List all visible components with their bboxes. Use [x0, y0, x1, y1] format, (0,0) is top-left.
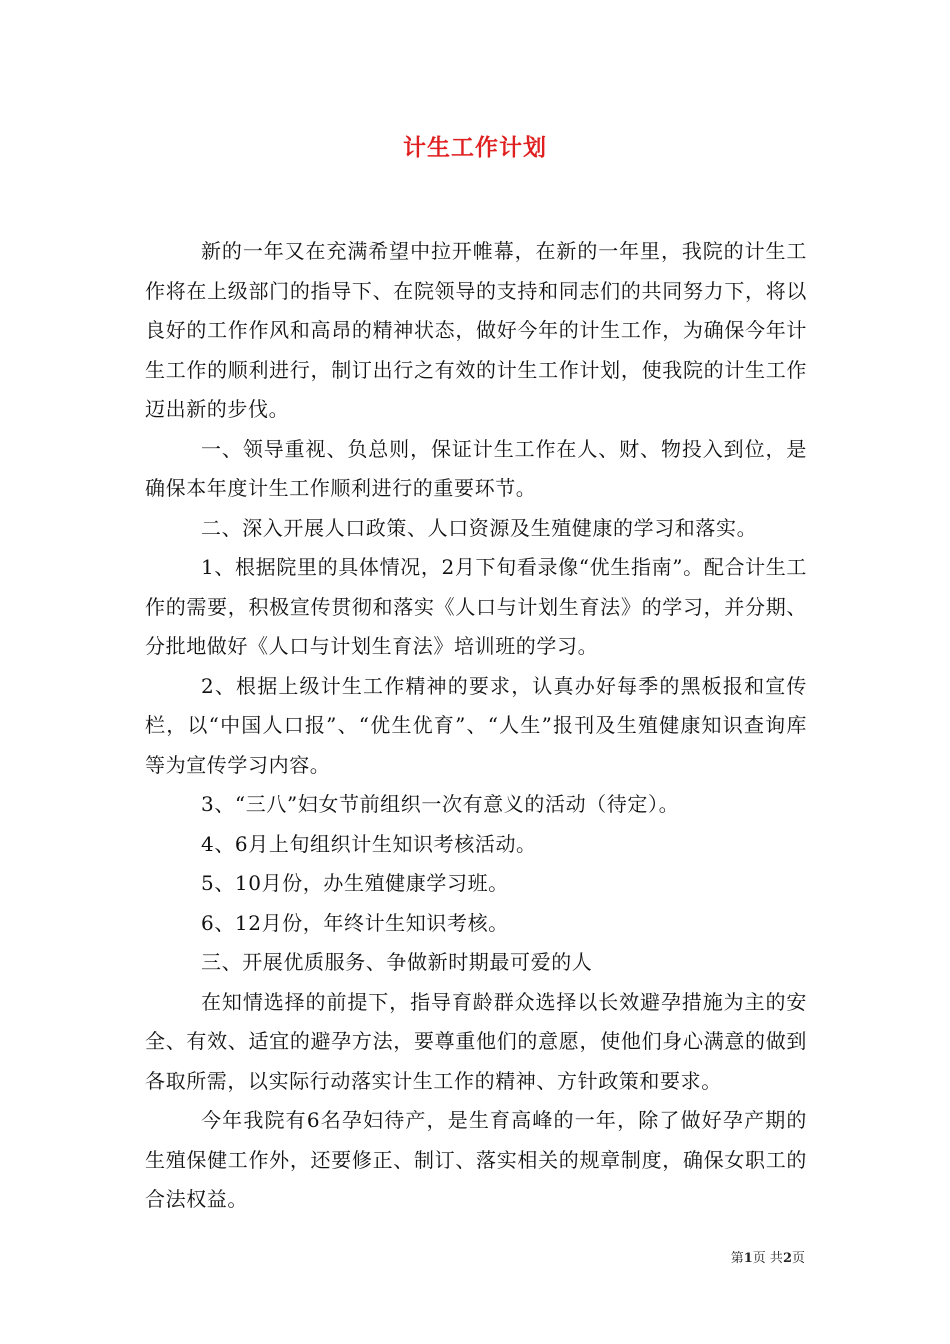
total-pages-number: 2	[782, 1251, 792, 1266]
document-title: 计生工作计划	[403, 134, 547, 161]
paragraph-item-4: 4、6月上旬组织计生知识考核活动。	[201, 831, 537, 856]
paragraph-item-3: 3、“三八”妇女节前组织一次有意义的活动（待定）。	[201, 792, 680, 816]
paragraph-maternity: 今年我院有6名孕妇待产，是生育高峰的一年，除了做好孕产期的生殖保健工作外，还要修正、制订、落实相关的规章制度，确保女职工的合法权益。	[145, 1108, 807, 1211]
paragraph-intro: 新的一年又在充满希望中拉开帷幕，在新的一年里，我院的计生工作将在上级部门的指导下、在院领导的支持和同志们的共同努力下，将以良好的工作作风和高昂的精神状态，做好今年的计生工作，为确保今年计生工作的顺利进行，制订出行之有效的计生工作计划，使我院的计生工作迈出新的步伐。	[145, 239, 807, 421]
paragraph-service: 在知情选择的前提下，指导育龄群众选择以长效避孕措施为主的安全、有效、适宜的避孕方法，要尊重他们的意愿，使他们身心满意的做到各取所需，以实际行动落实计生工作的精神、方针政策和要求。	[145, 989, 807, 1093]
document-body	[145, 232, 807, 1220]
paragraph-item-5: 5、10月份，办生殖健康学习班。	[201, 871, 509, 895]
paragraph-item-2: 2、根据上级计生工作精神的要求，认真办好每季的黑板报和宣传栏，以“中国人口报”、“优生优育”、“人生”报刊及生殖健康知识查询库等为宣传学习内容。	[145, 673, 807, 777]
footer-suffix: 页	[791, 1251, 805, 1266]
current-page-number: 1	[743, 1251, 753, 1266]
paragraph-section-1: 一、领导重视、负总则，保证计生工作在人、财、物投入到位，是确保本年度计生工作顺利进行的重要环节。	[145, 436, 807, 500]
paragraph-item-6: 6、12月份，年终计生知识考核。	[201, 910, 509, 935]
paragraph-section-2: 二、深入开展人口政策、人口资源及生殖健康的学习和落实。	[201, 515, 758, 540]
page-number-footer	[731, 1249, 805, 1269]
footer-prefix: 第	[730, 1251, 744, 1266]
paragraph-section-3: 三、开展优质服务、争做新时期最可爱的人	[201, 950, 593, 974]
footer-middle: 页 共	[752, 1251, 783, 1266]
paragraph-item-1: 1、根据院里的具体情况，2月下旬看录像“优生指南”。配合计生工作的需要，积极宣传贯彻和落实《人口与计划生育法》的学习，并分期、分批地做好《人口与计划生育法》培训班的学习。	[145, 555, 807, 658]
